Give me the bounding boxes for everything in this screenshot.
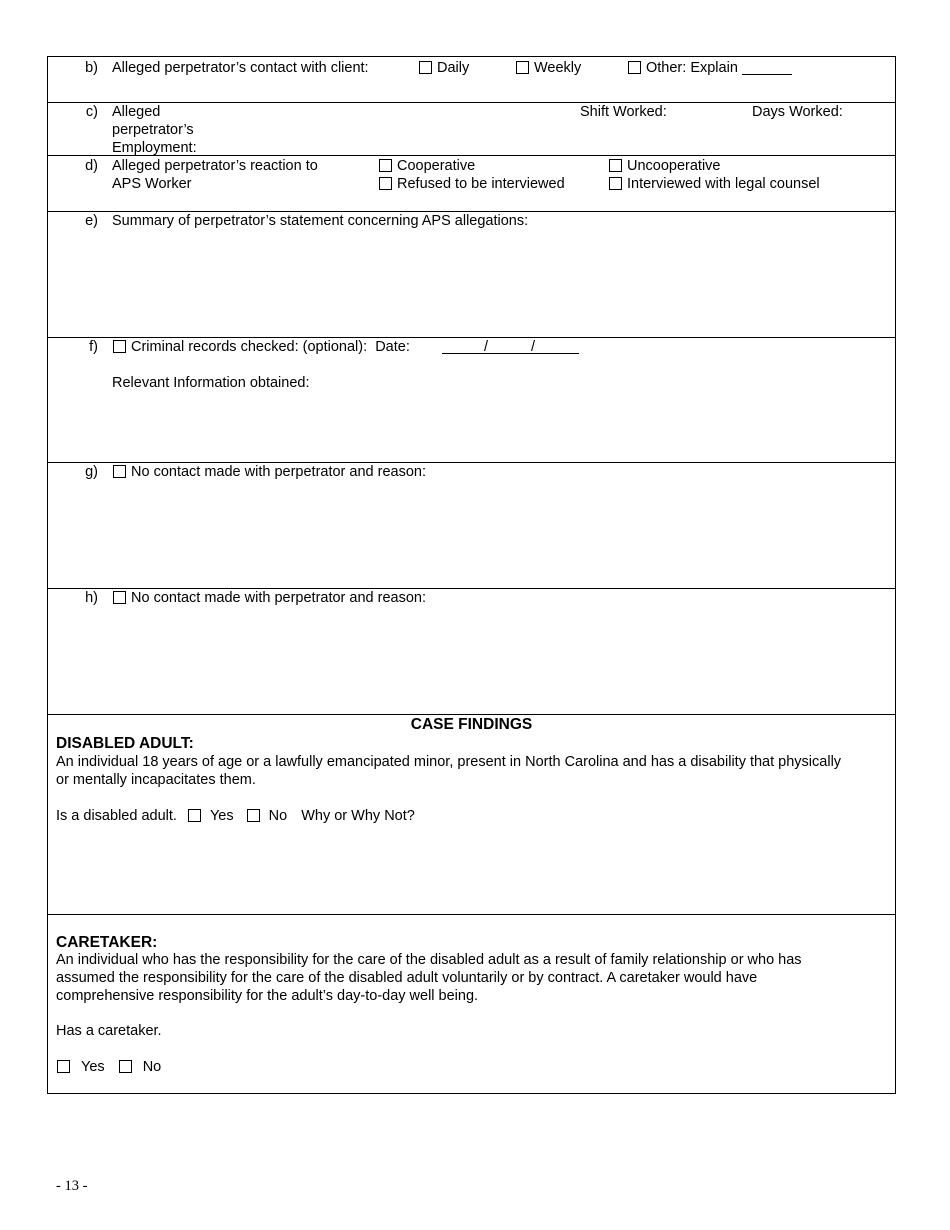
row-h-no-contact [48,589,895,715]
refused-label: Refused to be interviewed [397,176,565,192]
date-field[interactable] [442,338,579,354]
row-f-criminal-records [48,338,895,463]
no-contact-checkbox[interactable] [113,465,126,478]
row-label: d) [85,158,98,174]
no-contact-label: No contact made with perpetrator and reason: [131,464,426,480]
row-label: c) [85,104,98,120]
row-label: h) [85,590,98,606]
row-label: g) [85,464,98,480]
caretaker-definition: An individual who has the responsibility for the care of the disabled adult as a result of family relationship or who has assumed the responsibility for the care of the disabled adult voluntarily or by contract. A caretaker would have comprehensive responsibility for the adult’s day-to-day well being. [56,952,802,1004]
case-findings-title: CASE FINDINGS [410,716,533,733]
uncooperative-label: Uncooperative [627,158,721,174]
criminal-records-checkbox[interactable] [113,340,126,353]
row-d-reaction [48,156,895,212]
no-contact-checkbox[interactable] [113,591,126,604]
summary-label: Summary of perpetrator’s statement concerning APS allegations: [112,213,529,229]
row-label: e) [85,213,98,229]
caretaker-no-checkbox[interactable] [119,1060,132,1073]
date-separator: / [531,339,536,355]
why-label: Why or Why Not? [301,808,415,824]
no-contact-option[interactable] [113,463,426,481]
other-explain-field[interactable] [742,60,792,75]
cooperative-checkbox[interactable] [379,159,392,172]
disabled-adult-heading: DISABLED ADULT: [56,735,194,752]
disabled-no-option[interactable] [247,808,288,824]
relevant-info-label: Relevant Information obtained: [112,375,310,391]
shift-worked-label: Shift Worked: [580,104,667,120]
cooperative-label: Cooperative [397,158,476,174]
case-findings-section [48,715,895,915]
row-e-summary [48,212,895,338]
yes-label: Yes [209,808,234,824]
disabled-yes-checkbox[interactable] [188,809,201,822]
no-label: No [142,1059,162,1075]
criminal-records-option[interactable] [113,338,410,356]
disabled-yes-option[interactable] [188,808,234,824]
disabled-adult-definition: An individual 18 years of age or a lawfully emancipated minor, present in North Carolina and has a disability that physically or mentally incapacitates them. [56,754,842,788]
legal-counsel-checkbox[interactable] [609,177,622,190]
caretaker-options [57,1058,161,1076]
date-label: Date: [375,339,410,355]
row-label: b) [85,60,98,76]
employment-line-1: Alleged [112,104,161,120]
option-refused[interactable] [379,175,565,193]
reaction-line-1: Alleged perpetrator’s reaction to [112,158,318,174]
option-uncooperative[interactable] [609,157,721,175]
yes-label: Yes [81,1059,105,1075]
option-other[interactable] [628,59,792,77]
caretaker-no-option[interactable] [119,1059,162,1075]
no-label: No [268,808,288,824]
row-b-contact [48,57,895,103]
option-legal-counsel[interactable] [609,175,820,193]
row-g-no-contact [48,463,895,589]
row-c-employment [48,102,895,156]
caretaker-section [48,915,895,1093]
row-label: f) [89,339,98,355]
criminal-records-label: Criminal records checked: (optional): [131,339,368,355]
refused-checkbox[interactable] [379,177,392,190]
option-weekly[interactable] [516,59,581,77]
disabled-no-checkbox[interactable] [247,809,260,822]
employment-line-3: Employment: [112,140,197,156]
no-contact-label: No contact made with perpetrator and reason: [131,590,426,606]
legal-counsel-label: Interviewed with legal counsel [627,176,820,192]
reaction-line-2: APS Worker [112,176,192,192]
caretaker-heading: CARETAKER: [56,934,158,951]
disabled-adult-question-row [56,807,415,825]
other-label: Other: Explain [646,60,738,76]
disabled-adult-question: Is a disabled adult. [56,808,177,824]
other-checkbox[interactable] [628,61,641,74]
no-contact-option[interactable] [113,589,426,607]
date-separator: / [484,339,489,355]
weekly-label: Weekly [534,60,582,76]
uncooperative-checkbox[interactable] [609,159,622,172]
employment-line-2: perpetrator’s [112,122,194,138]
option-daily[interactable] [419,59,469,77]
caretaker-yes-option[interactable] [57,1059,105,1075]
page-number: - 13 - [56,1178,88,1194]
daily-label: Daily [437,60,470,76]
option-cooperative[interactable] [379,157,475,175]
perpetrator-form [47,56,896,1094]
contact-question: Alleged perpetrator’s contact with client: [112,60,369,76]
caretaker-question: Has a caretaker. [56,1023,162,1039]
days-worked-label: Days Worked: [752,104,843,120]
caretaker-yes-checkbox[interactable] [57,1060,70,1073]
weekly-checkbox[interactable] [516,61,529,74]
daily-checkbox[interactable] [419,61,432,74]
